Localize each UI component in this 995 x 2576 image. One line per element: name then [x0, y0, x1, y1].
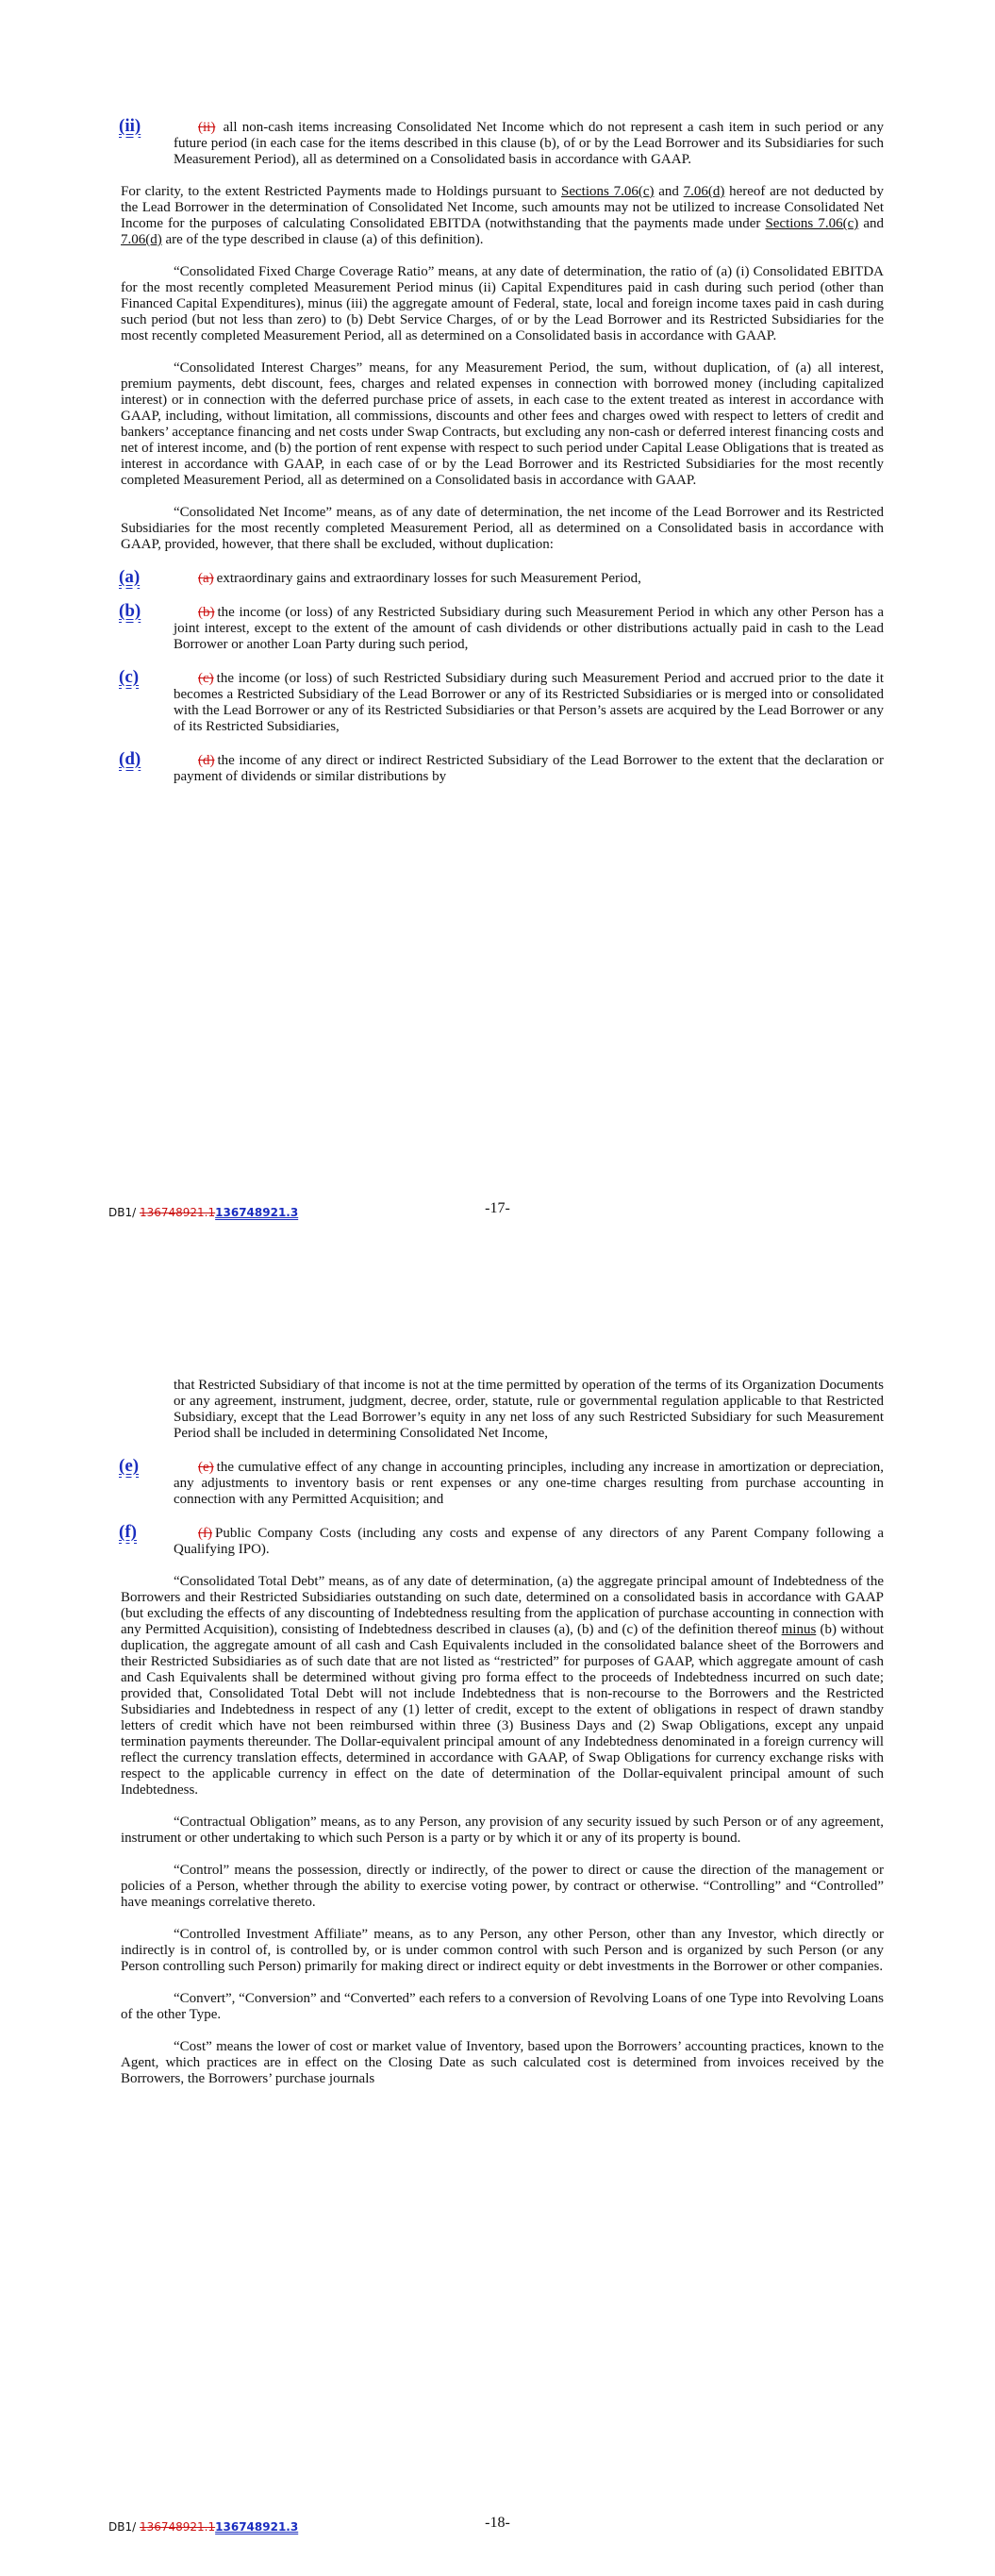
clarity-text-3: hereof are not deducted by the Lead Borrower in the determination of Consolidated Net Income, such amounts may not be utilized to increase Consolidated Net Income for the purposes of calculating Consolidated EBITDA (notwithstanding that the payments made under — [121, 184, 884, 231]
definition-control: “Control” means the possession, directly or indirectly, of the power to direct or cause the direction of the management or policies of a Person, whether through the ability to exercise voting power, by contract or otherwise. “Controlling” and “Controlled” have meanings correlative thereto. — [121, 1863, 884, 1910]
clause-c — [119, 667, 884, 735]
definition-cost: “Cost” means the lower of cost or market value of Inventory, based upon the Borrowers’ accounting practices, known to the Agent, which practices are in effect on the Closing Date as such calculated cost is determined from invoices received by the Borrowers, the Borrowers’ purchase journals — [121, 2039, 884, 2086]
definition-contractual-obligation: “Contractual Obligation” means, as to any Person, any provision of any security issued by such Person or of any agreement, instrument or other undertaking to which such Person is a party or by which it or any of its property is bound. — [121, 1815, 884, 1846]
clause-d-text: the income of any direct or indirect Restricted Subsidiary of the Lead Borrower to the extent that the declaration or payment of dividends or similar distributions by — [174, 753, 884, 784]
clause-d-label-old: (d) — [198, 753, 215, 768]
clarity-text-4: and — [858, 216, 884, 231]
clause-e-label-old: (e) — [198, 1460, 214, 1475]
page-18-content — [0, 1378, 995, 2103]
section-ref-706c: Sections 7.06(c) — [561, 184, 655, 199]
clause-ii-label-new: (ii) — [119, 116, 141, 136]
definition-convert: “Convert”, “Conversion” and “Converted” each refers to a conversion of Revolving Loans of one Type into Revolving Loans of the other Type. — [121, 1991, 884, 2022]
clause-e-label-new: (e) — [119, 1456, 140, 1476]
section-ref-706d-2: 7.06(d) — [121, 232, 162, 247]
clause-d — [119, 749, 884, 785]
total-debt-text-1: “Consolidated Total Debt” means, as of any date of determination, (a) the aggregate principal amount of Indebtedness of the Borrowers and their Restricted Subsidiaries outstanding on such date, determined on a consolidated basis in accordance with GAAP (but excluding the effects of any discounting of Indebtedness resulting from the application of purchase accounting in connection with any Permitted Acquisition), consisting of Indebtedness described in clauses (a), (b) and (c) of the definition thereof — [121, 1574, 884, 1637]
clarity-text-5: are of the type described in clause (a) of this definition). — [161, 232, 484, 247]
page-18 — [0, 1288, 995, 2576]
clause-a-label-new: (a) — [119, 567, 141, 587]
clause-f — [119, 1522, 884, 1558]
total-debt-minus: minus — [781, 1622, 817, 1637]
clause-b-text: the income (or loss) of any Restricted Subsidiary during such Measurement Period in which any other Person has a joint interest, except to the extent of the amount of cash dividends or other distributions actually paid in cash to the Lead Borrower or another Loan Party during such period, — [174, 605, 884, 652]
document-id-prefix-2: DB1/ — [108, 2520, 140, 2534]
clause-f-text: Public Company Costs (including any costs and expense of any directors of any Parent Company following a Qualifying IPO). — [174, 1526, 884, 1557]
clause-b-label-new: (b) — [119, 601, 141, 621]
clause-d-continued: that Restricted Subsidiary of that income is not at the time permitted by operation of the terms of its Organization Documents or any agreement, instrument, judgment, decree, order, statute, rule or governmental regulation applicable to that Restricted Subsidiary, except that the Lead Borrower’s equity in any net loss of any such Restricted Subsidiary for such Measurement Period shall be included in determining Consolidated Net Income, — [174, 1378, 884, 1441]
clarity-text-2: and — [654, 184, 684, 199]
clause-a — [119, 567, 884, 587]
section-ref-706c-2: Sections 7.06(c) — [765, 216, 859, 231]
page-number-2: -18- — [485, 2515, 510, 2531]
document-id-old: 136748921.1 — [139, 1206, 216, 1219]
definition-consolidated-net-income: “Consolidated Net Income” means, as of any date of determination, the net income of the Lead Borrower and its Restricted Subsidiaries for the most recently completed Measurement Period, all as determined on a Consolidated basis in accordance with GAAP, provided, however, that there shall be excluded, without duplication: — [121, 505, 884, 552]
document-id-old-2: 136748921.1 — [139, 2520, 216, 2534]
definition-consolidated-interest-charges: “Consolidated Interest Charges” means, for any Measurement Period, the sum, without duplication, of (a) all interest, premium payments, debt discount, fees, charges and related expenses in connection with borrowed money (including capitalized interest) or in connection with the deferred purchase price of assets, in each case to the extent treated as interest in accordance with GAAP, including, without limitation, all commissions, discounts and other fees and charges owed with respect to letters of credit and bankers’ acceptance financing and net costs under Swap Contracts, but excluding any non-cash or deferred interest financing costs and net of interest income, and (b) the portion of rent expense with respect to such period under Capital Lease Obligations that is treated as interest in accordance with GAAP, in each case of or by the Lead Borrower and its Restricted Subsidiaries for the most recently completed Measurement Period, all as determined on a Consolidated basis in accordance with GAAP. — [121, 360, 884, 488]
clause-e — [119, 1456, 884, 1508]
page-17-footer — [0, 1200, 995, 1223]
definition-consolidated-total-debt — [121, 1574, 884, 1798]
clause-a-label-old: (a) — [198, 571, 214, 586]
definition-fixed-charge-coverage-ratio: “Consolidated Fixed Charge Coverage Ratio” means, at any date of determination, the ratio of (a) (i) Consolidated EBITDA for the most recently completed Measurement Period minus (ii) Capital Expenditures paid in cash during such period (other than Financed Capital Expenditures), minus (iii) the aggregate amount of Federal, state, local and foreign income taxes paid in cash during such period (but not less than zero) to (b) Debt Service Charges, of or by the Lead Borrower and its Restricted Subsidiaries for the most recently completed Measurement Period, all as determined on a Consolidated basis in accordance with GAAP. — [121, 264, 884, 343]
document-id-new: 136748921.3 — [215, 1206, 299, 1219]
clause-f-label-old: (f) — [198, 1526, 212, 1541]
clause-c-text: the income (or loss) of such Restricted Subsidiary during such Measurement Period and accrued prior to the date it becomes a Restricted Subsidiary of the Lead Borrower or any of its Restricted Subsidiaries or is merged into or consolidated with the Lead Borrower or any of its Restricted Subsidiaries or that Person’s assets are acquired by the Lead Borrower or any of its Restricted Subsidiaries, — [174, 671, 884, 734]
page-number: -17- — [485, 1200, 510, 1216]
clause-f-label-new: (f) — [119, 1522, 137, 1542]
clause-ii — [119, 116, 885, 168]
clarity-paragraph — [121, 184, 884, 248]
document-id-prefix: DB1/ — [108, 1206, 140, 1219]
clause-ii-text: all non-cash items increasing Consolidated Net Income which do not represent a cash item in such period or any future period (in each case for the items described in this clause (b), of or by the Lead Borrower and its Subsidiaries for such Measurement Period), all as determined on a Consolidated basis in accordance with GAAP. — [174, 120, 885, 167]
clause-d-label-new: (d) — [119, 749, 141, 769]
clause-c-label-new: (c) — [119, 667, 140, 687]
clause-c-label-old: (c) — [198, 671, 214, 686]
page-18-footer — [0, 2515, 995, 2537]
total-debt-text-2: (b) without duplication, the aggregate amount of all cash and Cash Equivalents included in the consolidated balance sheet of the Borrowers and their Restricted Subsidiaries as of such date that are not listed as “restricted” for purposes of GAAP, which aggregate amount of cash and Cash Equivalents shall be determined without giving pro forma effect to the proceeds of Indebtedness incurred on such date; provided that, Consolidated Total Debt will not include Indebtedness that is non-recourse to the Borrowers and the Restricted Subsidiaries and Indebtedness in respect of any (1) letter of credit, except to the extent of obligations in respect of drawn standby letters of credit which have not been reimbursed within three (3) Business Days and (2) Swap Obligations, except any unpaid termination payments thereunder. The Dollar-equivalent principal amount of any Indebtedness denominated in a foreign currency will reflect the currency translation effects, determined in accordance with GAAP, of Swap Obligations for currency exchange risks with respect to the applicable currency in effect on the date of determination of the Dollar-equivalent principal amount of such Indebtedness. — [121, 1622, 884, 1798]
section-ref-706d: 7.06(d) — [683, 184, 725, 199]
clause-e-text: the cumulative effect of any change in accounting principles, including any increase in amortization or depreciation, any adjustments to inventory basis or rent expenses or any one-time charges resulting from purchase accounting in connection with any Permitted Acquisition; and — [174, 1460, 884, 1507]
clause-ii-label-old: (ii) — [198, 120, 216, 135]
clarity-text-1: For clarity, to the extent Restricted Payments made to Holdings pursuant to — [121, 184, 562, 199]
clause-b — [119, 601, 884, 653]
page-17-content — [0, 118, 995, 801]
document-id-new-2: 136748921.3 — [215, 2520, 299, 2534]
clause-b-label-old: (b) — [198, 605, 215, 620]
clause-a-text: extraordinary gains and extraordinary losses for such Measurement Period, — [216, 571, 641, 586]
definition-controlled-investment-affiliate: “Controlled Investment Affiliate” means, as to any Person, any other Person, other than any Investor, which directly or indirectly is in control of, is controlled by, or is under common control with such Person and is organized by such Person (or any Person controlling such Person) primarily for making direct or indirect equity or debt investments in the Borrower or other companies. — [121, 1927, 884, 1974]
